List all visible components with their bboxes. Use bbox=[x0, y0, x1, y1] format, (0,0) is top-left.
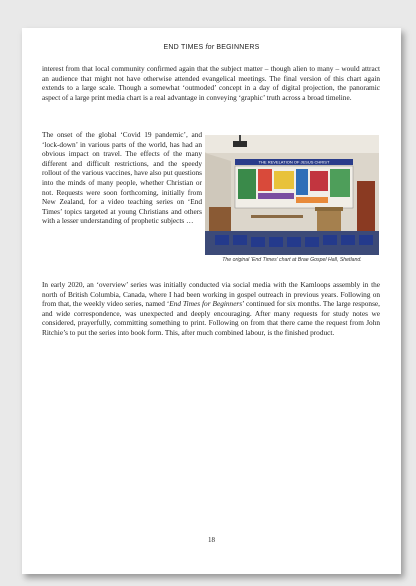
photo-caption: The original ‘End Times’ chart at Brae Gospel Hall, Shetland. bbox=[222, 257, 362, 263]
header-title-end: BEGINNERS bbox=[214, 44, 260, 51]
paragraph-video-series-end: ’ continued for six months. The large response, and wide correspondence, was unexpected and deeply encouraging. After many requests for study notes we considered, prayerfully, committing something to print. Following on from that there came the request from John Ritchie’s to put the series into book form. This, after much combined labour, is the finished product. bbox=[42, 299, 380, 337]
hall-photo bbox=[205, 135, 379, 255]
page-number: 18 bbox=[208, 536, 215, 544]
header-title-start: END TIMES bbox=[163, 44, 206, 51]
chart-banner-text: THE REVELATION OF JESUS CHRIST bbox=[258, 159, 330, 165]
paragraph-video-series bbox=[42, 280, 380, 338]
paragraph-intro: interest from that local community confirmed again that the subject matter – though alien to many – would attract an audience that might not have otherwise attended evangelical meetings. The final version of this chart again extends to a large scale. Though a somewhat ‘outmoded’ concept in a day of digital projection, the panoramic aspect of a large print media chart is a real advantage in conveying ‘graphic’ truth across a broad timeline. bbox=[42, 64, 380, 102]
hall-photo-illustration bbox=[205, 135, 379, 255]
book-title-italic: End Times for Beginners bbox=[169, 299, 243, 309]
paragraph-video-series-start: In early 2020, an ‘overview’ series was initially conducted via social media with the Kamloops assembly in the north of British Columbia, Canada, where I had been working in gospel outreach in previous years. Following on from that, the weekly video series, named ‘ bbox=[42, 280, 380, 309]
running-header bbox=[22, 44, 401, 51]
book-page bbox=[22, 28, 401, 574]
paragraph-covid: The onset of the global ‘Covid 19 pandemic’, and ‘lock-down’ in various parts of the world, has had an obvious impact on travel. The effects of the many different and difficult restrictions, and the speedy rollout of the various vaccines, have also put questions into the minds of many people, whether Christian or not. Requests were soon forthcoming, initially from New Zealand, for a video teaching series on ‘End Times’ topics targeted at young Christians and others with a lesser understanding of prophetic subjects … bbox=[42, 130, 202, 226]
header-title-italic: for bbox=[205, 44, 215, 51]
